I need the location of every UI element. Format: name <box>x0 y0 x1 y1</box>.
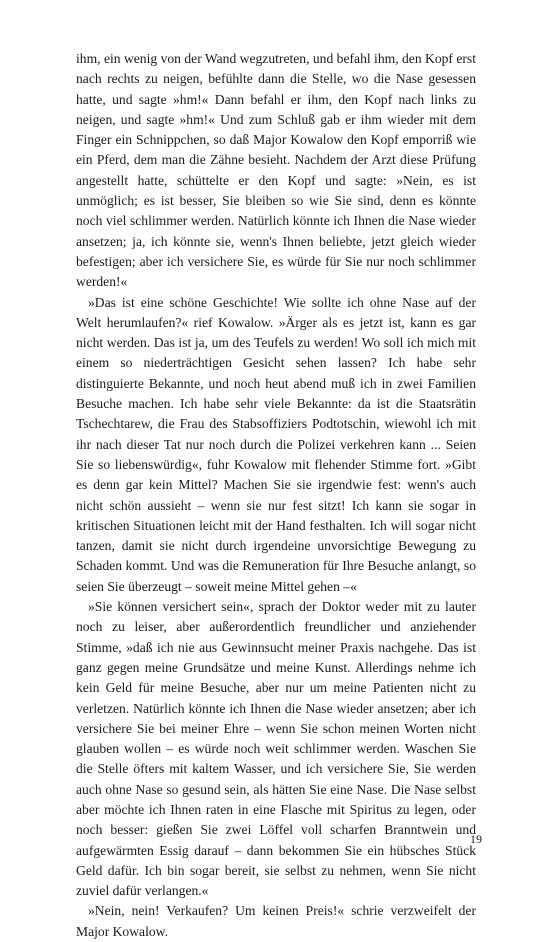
paragraph: »Das ist eine schöne Geschichte! Wie sollte ich ohne Nase auf der Welt herumlaufen?« rief Kowalow. »Ärger als es jetzt ist, kann es gar nicht werden. Das ist ja, um des Teufels zu werden! Wo soll ich mich mit einem so niederträchtigen Gesicht sehen lassen? Ich habe sehr distinguierte Bekannte, und noch heut abend muß ich in zwei Familien Besuche machen. Ich habe sehr viele Bekannte: da ist die Staatsrätin Tschechtarew, die Frau des Stabsoffiziers Podtotschin, wiewohl ich mit ihr nach dieser Tat nur noch durch die Polizei verkehren kann ... Seien Sie so liebenswürdig«, fuhr Kowalow mit flehender Stimme fort. »Gibt es denn gar kein Mittel? Machen Sie sie irgendwie fest: wenn's auch nicht schön aussieht – wenn sie nur fest sitzt! Ich kann sie sogar in kritischen Situationen leicht mit der Hand festhalten. Ich will sogar nicht tanzen, damit sie nicht durch irgendeine unvorsichtige Bewegung zu Schaden kommt. Und was die Remuneration für Ihre Besuche anlangt, so seien Sie überzeugt – soweit meine Mittel gehen –« <box>76 294 476 594</box>
body-text <box>76 49 476 942</box>
paragraph: »Sie können versichert sein«, sprach der Doktor weder mit zu lauter noch zu leiser, aber außerordentlich freundlicher und anziehender Stimme, »daß ich nie aus Gewinnsucht meiner Praxis nachgehe. Das ist ganz gegen meine Grundsätze und meine Kunst. Allerdings nehme ich kein Geld für meine Besuche, aber nur um meine Patienten nicht zu verletzen. Natürlich könnte ich Ihnen die Nase wieder ansetzen; aber ich versichere Sie bei meiner Ehre – wenn Sie schon meinen Worten nicht glauben wollen – es würde noch weit schlimmer werden. Waschen Sie die Stelle öfters mit kaltem Wasser, und ich versichere Sie, Sie werden auch ohne Nase so gesund sein, als hätten Sie eine Nase. Die Nase selbst aber möchte ich Ihnen raten in eine Flasche mit Spiritus zu legen, oder noch besser: gießen Sie zwei Löffel voll scharfen Branntwein und aufgewärmten Essig darauf – dann bekommen Sie ein hübsches Stück Geld dafür. Ich bin sogar bereit, sie selbst zu nehmen, wenn Sie nicht zuviel dafür verlangen.« <box>76 599 476 899</box>
paragraph: ihm, ein wenig von der Wand wegzutreten, und befahl ihm, den Kopf erst nach rechts zu neigen, befühlte dann die Stelle, wo die Nase gesessen hatte, und sagte »hm!« Dann befahl er ihm, den Kopf nach links zu neigen, und sagte »hm!« Und zum Schluß gab er ihm wieder mit dem Finger ein Schnippchen, so daß Major Kowalow den Kopf emporriß wie ein Pferd, dem man die Zähne besieht. Nachdem der Arzt diese Prüfung angestellt hatte, schüttelte er den Kopf und sagte: »Nein, es ist unmöglich; es ist besser, Sie bleiben so wie Sie sind, denn es könnte noch viel schlimmer werden. Natürlich könnte ich Ihnen die Nase wieder ansetzen; ja, ich könnte sie, wenn's Ihnen beliebte, jetzt gleich wieder befestigen; aber ich versichere Sie, es würde für Sie nur noch schlimmer werden!« <box>76 51 476 290</box>
paragraph: »Nein, nein! Verkaufen? Um keinen Preis!« schrie verzweifelt der Major Kowalow. <box>76 903 476 939</box>
page-number: 19 <box>470 832 482 846</box>
